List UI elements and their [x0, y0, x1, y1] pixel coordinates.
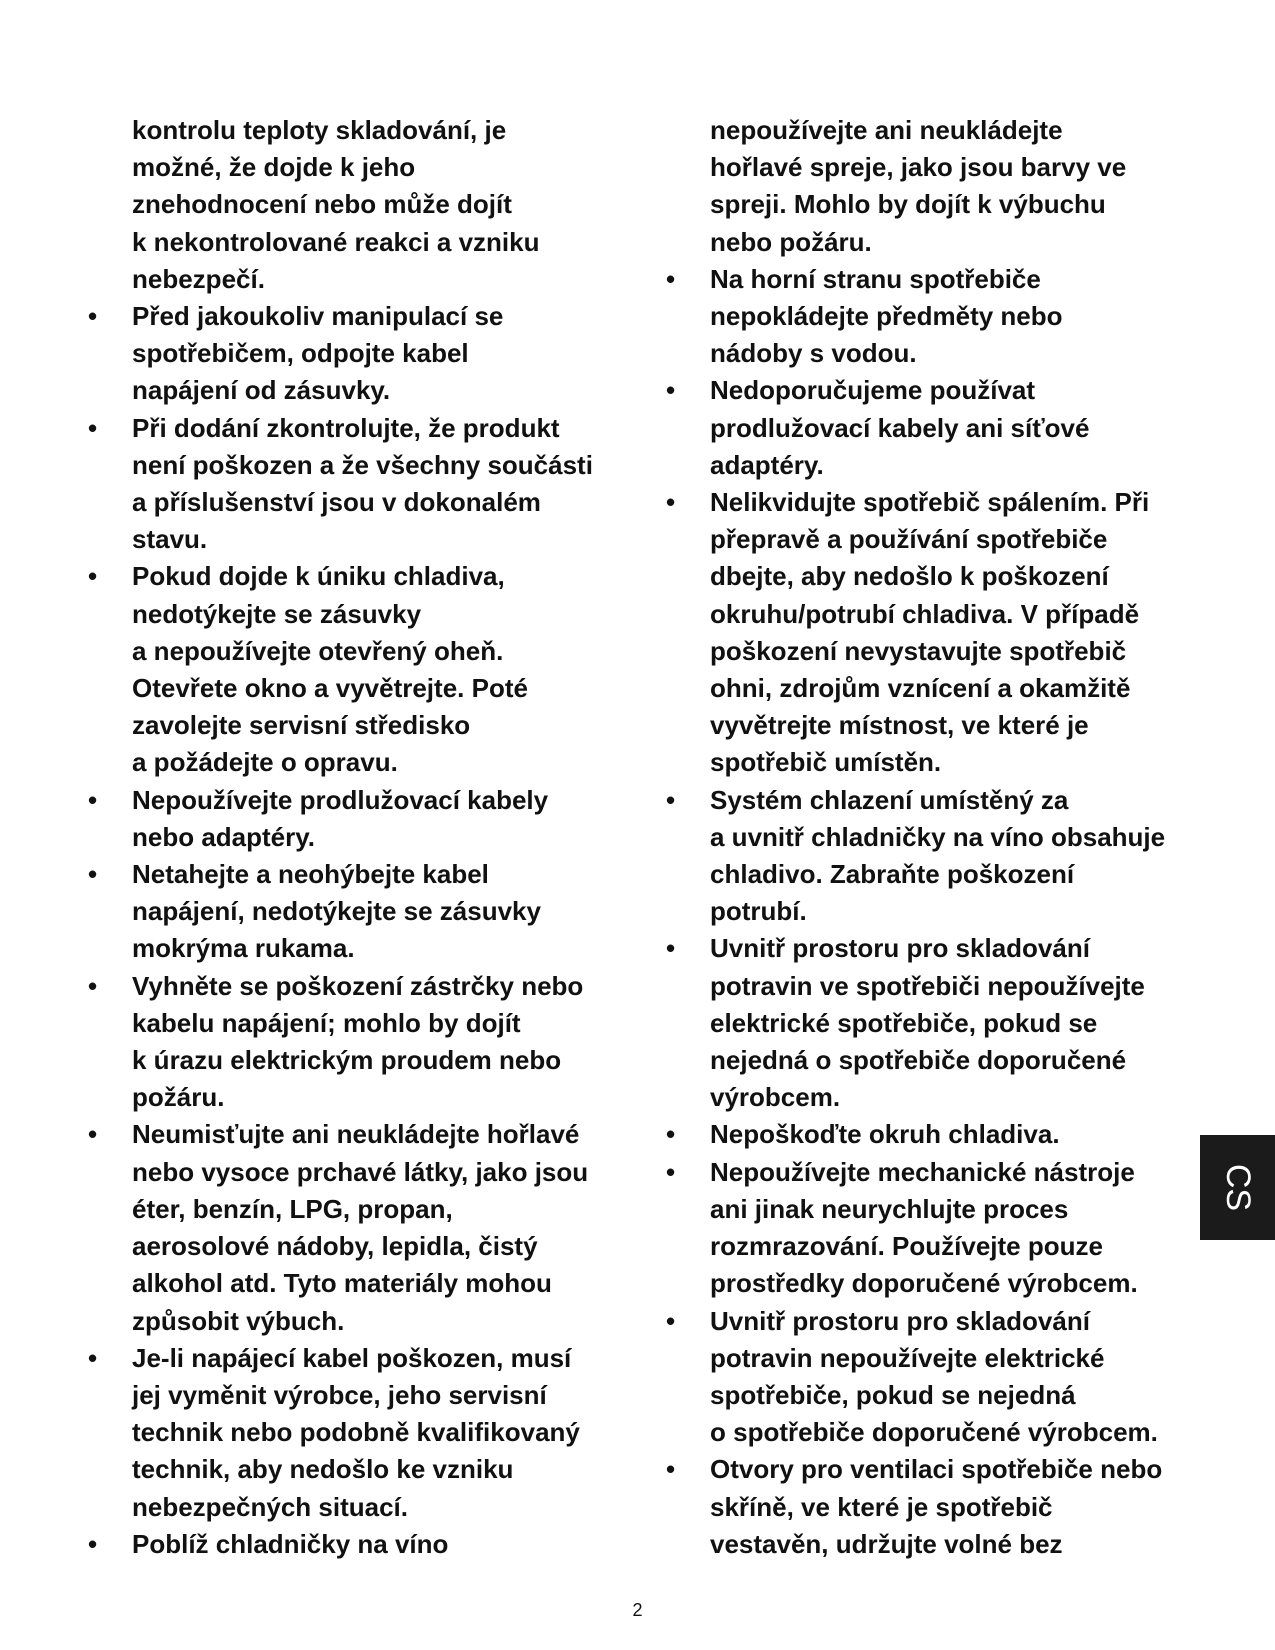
list-item-text: • Neumisťujte ani neukládejte hořlavé nebo vysoce prchavé látky, jako jsou éter, benzín, LPG, propan, aerosolové nádoby, lepidla, čistý alkohol atd. Tyto materiály mohou způsobit výbuch.: [132, 1119, 589, 1336]
language-tab: [1200, 1135, 1275, 1240]
right-bullet-list: [658, 261, 1218, 1563]
list-item-text: • Systém chlazení umístěný za a uvnitř chladničky na víno obsahuje chladivo. Zabraňte poškození potrubí.: [710, 784, 1166, 927]
list-item-text: • Nepoužívejte mechanické nástroje ani jinak neurychlujte proces rozmrazování. Používejte pouze prostředky doporučené výrobcem.: [710, 1156, 1138, 1299]
list-item-text: • Otvory pro ventilaci spotřebiče nebo skříně, ve které je spotřebič vestavěn, udržujte volné bez: [710, 1454, 1163, 1559]
list-item-text: • Uvnitř prostoru pro skladování potravin nepoužívejte elektrické spotřebiče, pokud se nejedná o spotřebiče doporučené výrobcem.: [710, 1305, 1158, 1448]
list-item: [80, 856, 620, 968]
list-item: [80, 968, 620, 1117]
list-item: [80, 410, 620, 559]
right-column: [658, 112, 1218, 1563]
list-item-text: • Při dodání zkontrolujte, že produkt není poškozen a že všechny součásti a příslušenství jsou v dokonalém stavu.: [132, 412, 593, 555]
list-item: [80, 1116, 620, 1339]
list-item-text: • Nedoporučujeme používat prodlužovací kabely ani síťové adaptéry.: [710, 375, 1090, 480]
list-item: [80, 298, 620, 410]
list-item-text: • Je-li napájecí kabel poškozen, musí jej vyměnit výrobce, jeho servisní technik nebo podobně kvalifikovaný technik, aby nedošlo ke vzniku nebezpečných situací.: [132, 1342, 580, 1522]
left-continuation-text: kontrolu teploty skladování, je možné, že dojde k jeho znehodnocení nebo může dojít k nekontrolované reakci a vzniku nebezpečí.: [132, 115, 540, 294]
list-item: [658, 1154, 1218, 1303]
list-item-text: • Před jakoukoliv manipulací se spotřebičem, odpojte kabel napájení od zásuvky.: [132, 301, 504, 406]
list-item: [80, 1526, 620, 1563]
language-tab-label: CS: [1218, 1163, 1257, 1212]
list-item-text: • Poblíž chladničky na víno: [132, 1528, 449, 1559]
list-item-text: • Nelikvidujte spotřebič spálením. Při přepravě a používání spotřebiče dbejte, aby nedošlo k poškození okruhu/potrubí chladiva. V případě poškození nevystavujte spotřebič ohni, zdrojům vznícení a okamžitě vyvětrejte místnost, ve které je spotřebič umístěn.: [710, 487, 1150, 778]
list-item-text: • Uvnitř prostoru pro skladování potravin ve spotřebiči nepoužívejte elektrické spotřebiče, pokud se nejedná o spotřebiče doporučené výrobcem.: [710, 933, 1145, 1113]
list-item-text: • Vyhněte se poškození zástrčky nebo kabelu napájení; mohlo by dojít k úrazu elektrickým proudem nebo požáru.: [132, 970, 584, 1113]
list-item: [658, 261, 1218, 373]
list-item: [658, 782, 1218, 931]
list-item-text: • Nepoškoďte okruh chladiva.: [710, 1119, 1060, 1150]
right-continuation-text: nepoužívejte ani neukládejte hořlavé spreje, jako jsou barvy ve spreji. Mohlo by dojít k výbuchu nebo požáru.: [710, 115, 1127, 257]
list-item: [80, 1340, 620, 1526]
page-number: 2: [632, 1600, 643, 1620]
list-item-text: • Pokud dojde k úniku chladiva, nedotýkejte se zásuvky a nepoužívejte otevřený oheň. Otevřete okno a vyvětrejte. Poté zavolejte servisní středisko a požádejte o opravu.: [132, 561, 528, 778]
list-item: [658, 1116, 1218, 1153]
list-item-text: • Netahejte a neohýbejte kabel napájení, nedotýkejte se zásuvky mokrýma rukama.: [132, 859, 541, 964]
left-column: [80, 112, 620, 1563]
list-item: [658, 372, 1218, 484]
left-bullet-list: [80, 298, 620, 1563]
list-item: [658, 930, 1218, 1116]
list-item-text: • Nepoužívejte prodlužovací kabely nebo adaptéry.: [132, 784, 549, 852]
list-item: [80, 782, 620, 856]
list-item: [658, 1451, 1218, 1563]
list-item: [658, 484, 1218, 782]
list-item-text: • Na horní stranu spotřebiče nepokládejte předměty nebo nádoby s vodou.: [710, 263, 1063, 369]
list-item: [80, 558, 620, 781]
list-item: [658, 1303, 1218, 1452]
